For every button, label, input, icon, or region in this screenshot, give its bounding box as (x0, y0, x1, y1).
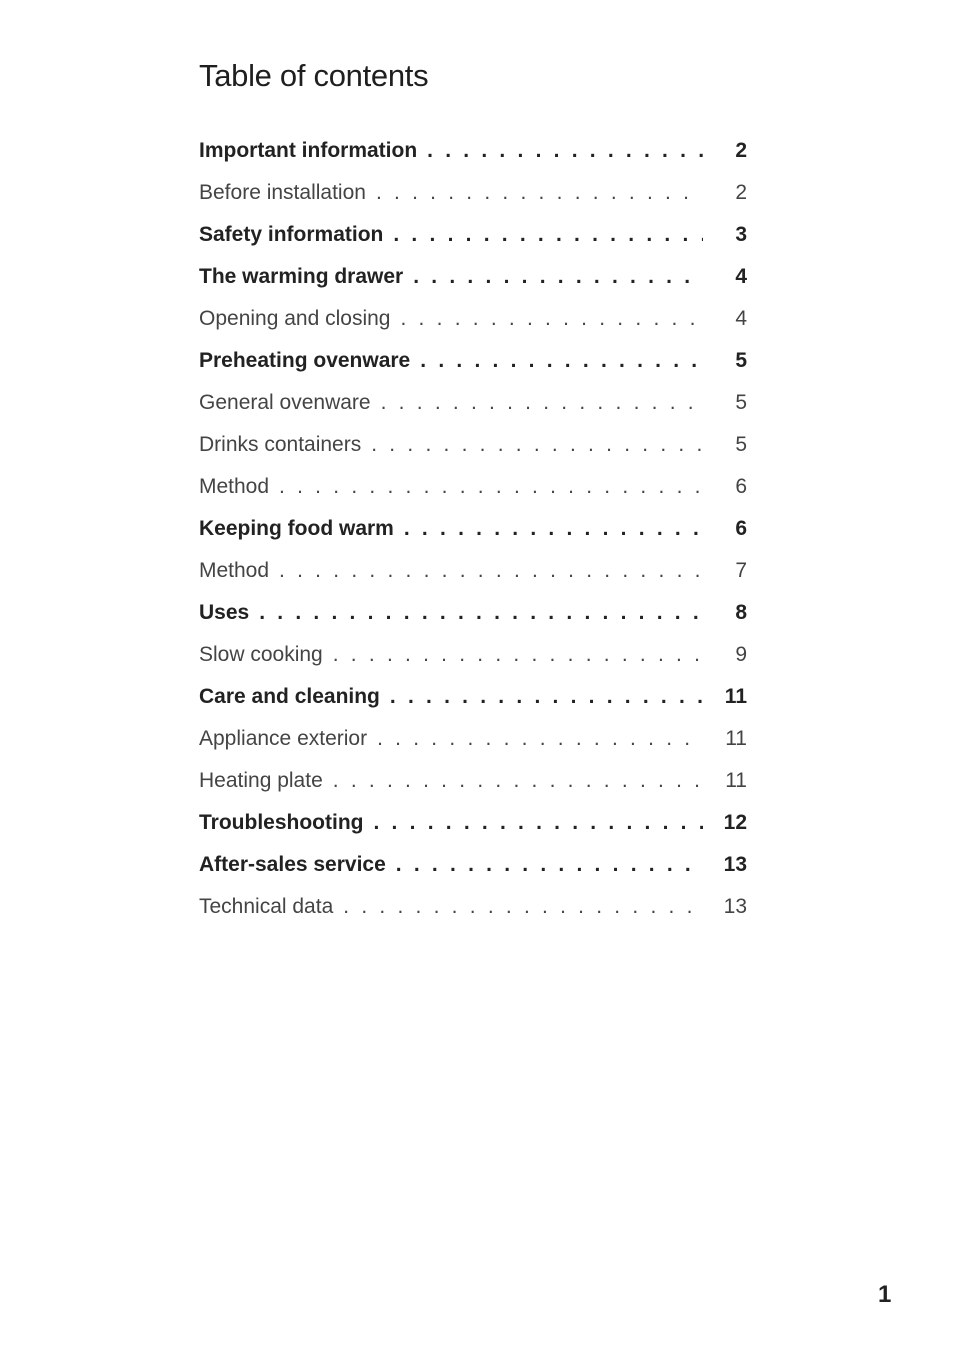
dot-leader (420, 340, 703, 382)
toc-entry-page: 11 (725, 727, 747, 750)
toc-entry[interactable] (199, 592, 747, 634)
toc-entry-label: Opening and closing (199, 307, 391, 330)
toc-entry-page: 11 (724, 685, 747, 708)
toc-entry-label: Appliance exterior (199, 727, 368, 750)
toc-entry[interactable] (199, 466, 747, 508)
toc-entry[interactable] (199, 214, 747, 256)
toc-entry-label: General ovenware (199, 391, 371, 414)
toc-entry-page: 5 (735, 349, 747, 372)
dot-leader (396, 844, 703, 886)
toc-entry-label: Care and cleaning (199, 685, 380, 708)
toc-entry[interactable] (199, 130, 747, 172)
page-title: Table of contents (199, 58, 429, 93)
toc-entry-page: 5 (735, 433, 747, 456)
toc-entry-label: After-sales service (199, 853, 386, 876)
dot-leader (371, 424, 703, 466)
toc-entry-page: 2 (735, 181, 747, 204)
toc-entry-label: Before installation (199, 181, 366, 204)
dot-leader (413, 256, 703, 298)
toc-entry[interactable] (199, 424, 747, 466)
dot-leader (279, 466, 703, 508)
toc-entry-label: Method (199, 559, 270, 582)
toc-entry[interactable] (199, 844, 747, 886)
toc-entry-label: Important information (199, 139, 418, 162)
dot-leader (381, 382, 703, 424)
toc-entry[interactable] (199, 550, 747, 592)
dot-leader (373, 802, 703, 844)
toc-entry[interactable] (199, 340, 747, 382)
dot-leader (393, 214, 703, 256)
table-of-contents (199, 130, 747, 928)
toc-entry-label: The warming drawer (199, 265, 404, 288)
toc-entry[interactable] (199, 760, 747, 802)
toc-entry-label: Method (199, 475, 270, 498)
toc-entry[interactable] (199, 298, 747, 340)
dot-leader (400, 298, 703, 340)
toc-entry-page: 7 (735, 559, 747, 582)
toc-entry[interactable] (199, 256, 747, 298)
toc-entry-label: Keeping food warm (199, 517, 394, 540)
toc-entry[interactable] (199, 508, 747, 550)
toc-entry-page: 4 (735, 265, 747, 288)
page-number: 1 (878, 1281, 892, 1308)
toc-entry-page: 4 (735, 307, 747, 330)
toc-entry-page: 6 (735, 517, 747, 540)
toc-entry-page: 5 (735, 391, 747, 414)
toc-entry-page: 3 (735, 223, 747, 246)
toc-entry-page: 8 (735, 601, 747, 624)
dot-leader (377, 718, 703, 760)
toc-entry[interactable] (199, 172, 747, 214)
toc-entry-page: 12 (723, 811, 747, 834)
toc-entry-page: 13 (723, 853, 747, 876)
toc-entry[interactable] (199, 886, 747, 928)
toc-entry-page: 11 (725, 769, 747, 792)
dot-leader (333, 634, 703, 676)
dot-leader (376, 172, 703, 214)
toc-entry-label: Preheating ovenware (199, 349, 411, 372)
toc-entry-page: 13 (723, 895, 747, 918)
toc-entry-page: 9 (735, 643, 747, 666)
dot-leader (279, 550, 703, 592)
toc-entry[interactable] (199, 634, 747, 676)
toc-entry[interactable] (199, 382, 747, 424)
dot-leader (333, 760, 703, 802)
toc-entry[interactable] (199, 676, 747, 718)
toc-entry[interactable] (199, 718, 747, 760)
dot-leader (427, 130, 703, 172)
toc-entry-label: Slow cooking (199, 643, 323, 666)
dot-leader (343, 886, 703, 928)
toc-entry-label: Safety information (199, 223, 384, 246)
toc-entry-label: Technical data (199, 895, 334, 918)
toc-entry-label: Troubleshooting (199, 811, 364, 834)
toc-entry-label: Heating plate (199, 769, 323, 792)
toc-entry-label: Drinks containers (199, 433, 362, 456)
toc-entry-page: 2 (735, 139, 747, 162)
toc-entry-page: 6 (735, 475, 747, 498)
dot-leader (404, 508, 703, 550)
dot-leader (259, 592, 703, 634)
toc-entry[interactable] (199, 802, 747, 844)
toc-entry-label: Uses (199, 601, 250, 624)
dot-leader (390, 676, 703, 718)
